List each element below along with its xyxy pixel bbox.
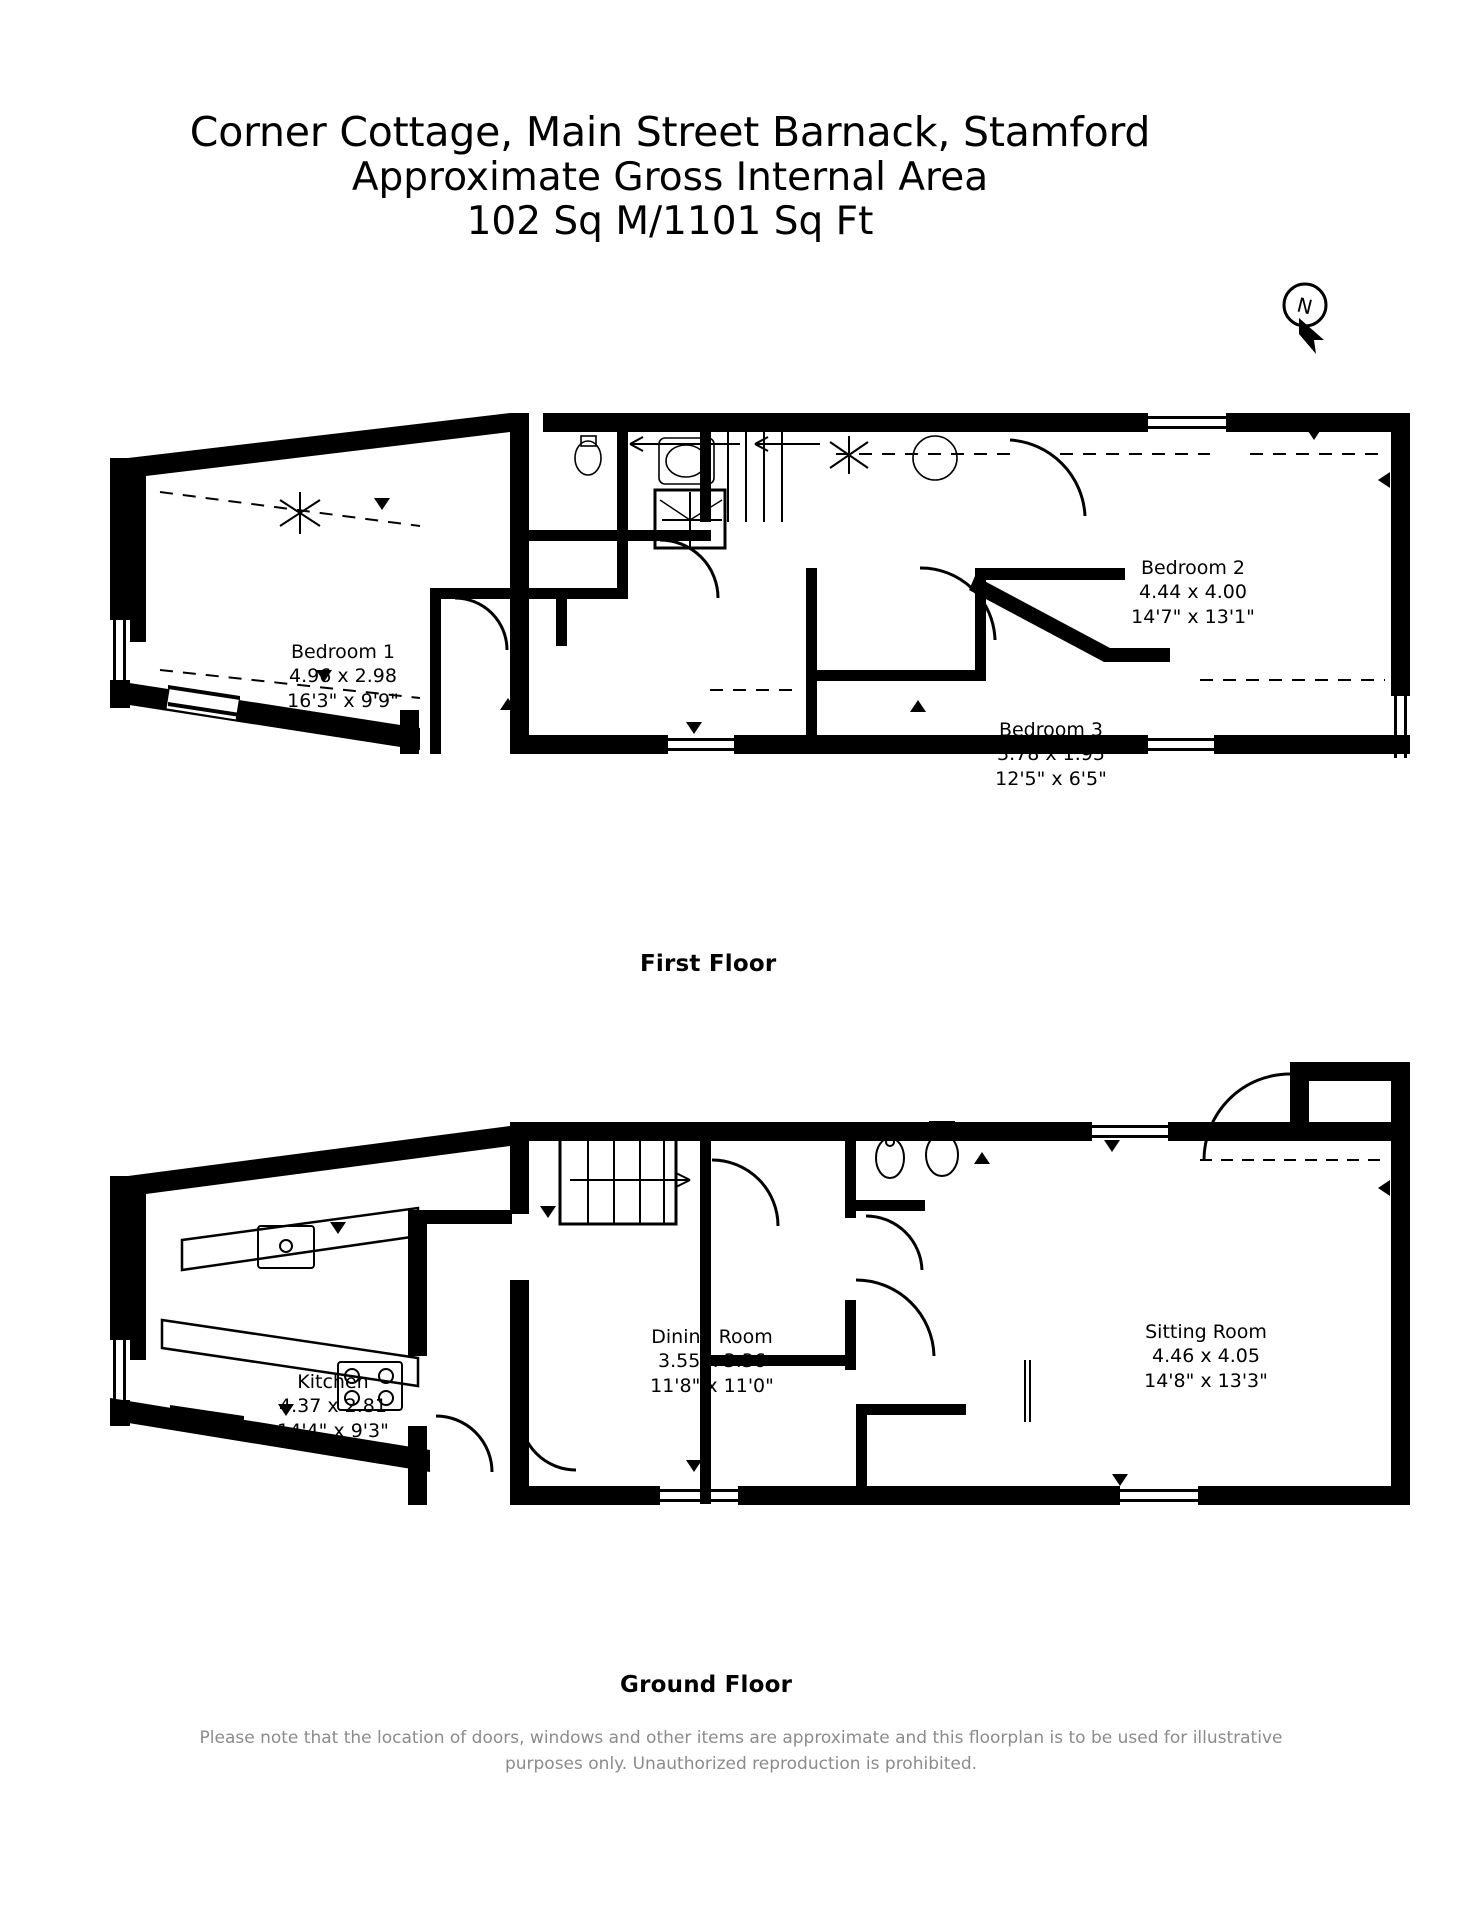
room-metric-size: 3.55 x 3.36 (658, 1350, 766, 1373)
room-name: Kitchen (297, 1371, 369, 1393)
room-imperial-size: 14'4" x 9'3" (277, 1419, 389, 1442)
page-title (0, 110, 1340, 243)
room-label-bedroom-2 (1098, 556, 1288, 629)
north-letter: N (1294, 292, 1315, 320)
ground-floor-label: Ground Floor (620, 1672, 793, 1698)
room-name: Dining Room (651, 1326, 773, 1348)
disclaimer-line-1: Please note that the location of doors, windows and other items are approximate and this floorplan is to be used for illustrative (199, 1728, 1283, 1748)
room-imperial-size: 11'8" x 11'0" (650, 1374, 774, 1397)
room-label-sitting-room (1106, 1320, 1306, 1393)
room-name: Bedroom 3 (998, 719, 1104, 741)
room-metric-size: 3.78 x 1.95 (997, 743, 1105, 766)
room-label-kitchen (238, 1370, 428, 1443)
room-metric-size: 4.96 x 2.98 (289, 665, 397, 688)
room-label-bedroom-1 (248, 640, 438, 713)
room-imperial-size: 12'5" x 6'5" (995, 767, 1107, 790)
title-area-value: 102 Sq M/1101 Sq Ft (466, 198, 874, 244)
room-name: Bedroom 2 (1140, 557, 1246, 579)
north-arrow-icon (1272, 282, 1346, 360)
first-floor-plan (0, 380, 1482, 900)
disclaimer-line-2: purposes only. Unauthorized reproduction is prohibited. (504, 1754, 978, 1775)
room-imperial-size: 14'7" x 13'1" (1131, 605, 1255, 628)
room-name: Bedroom 1 (290, 641, 396, 663)
room-metric-size: 4.44 x 4.00 (1139, 581, 1247, 604)
room-metric-size: 4.37 x 2.81 (279, 1395, 387, 1418)
room-imperial-size: 16'3" x 9'9" (287, 689, 399, 712)
first-floor-label: First Floor (640, 951, 777, 977)
room-metric-size: 4.46 x 4.05 (1152, 1345, 1260, 1368)
disclaimer (0, 1725, 1482, 1778)
room-imperial-size: 14'8" x 13'3" (1144, 1369, 1268, 1392)
room-name: Sitting Room (1145, 1321, 1267, 1343)
title-area-caption: Approximate Gross Internal Area (351, 154, 989, 200)
title-address: Corner Cottage, Main Street Barnack, Stamford (189, 108, 1151, 156)
room-label-dining-room (612, 1325, 812, 1398)
room-label-bedroom-3 (956, 718, 1146, 791)
